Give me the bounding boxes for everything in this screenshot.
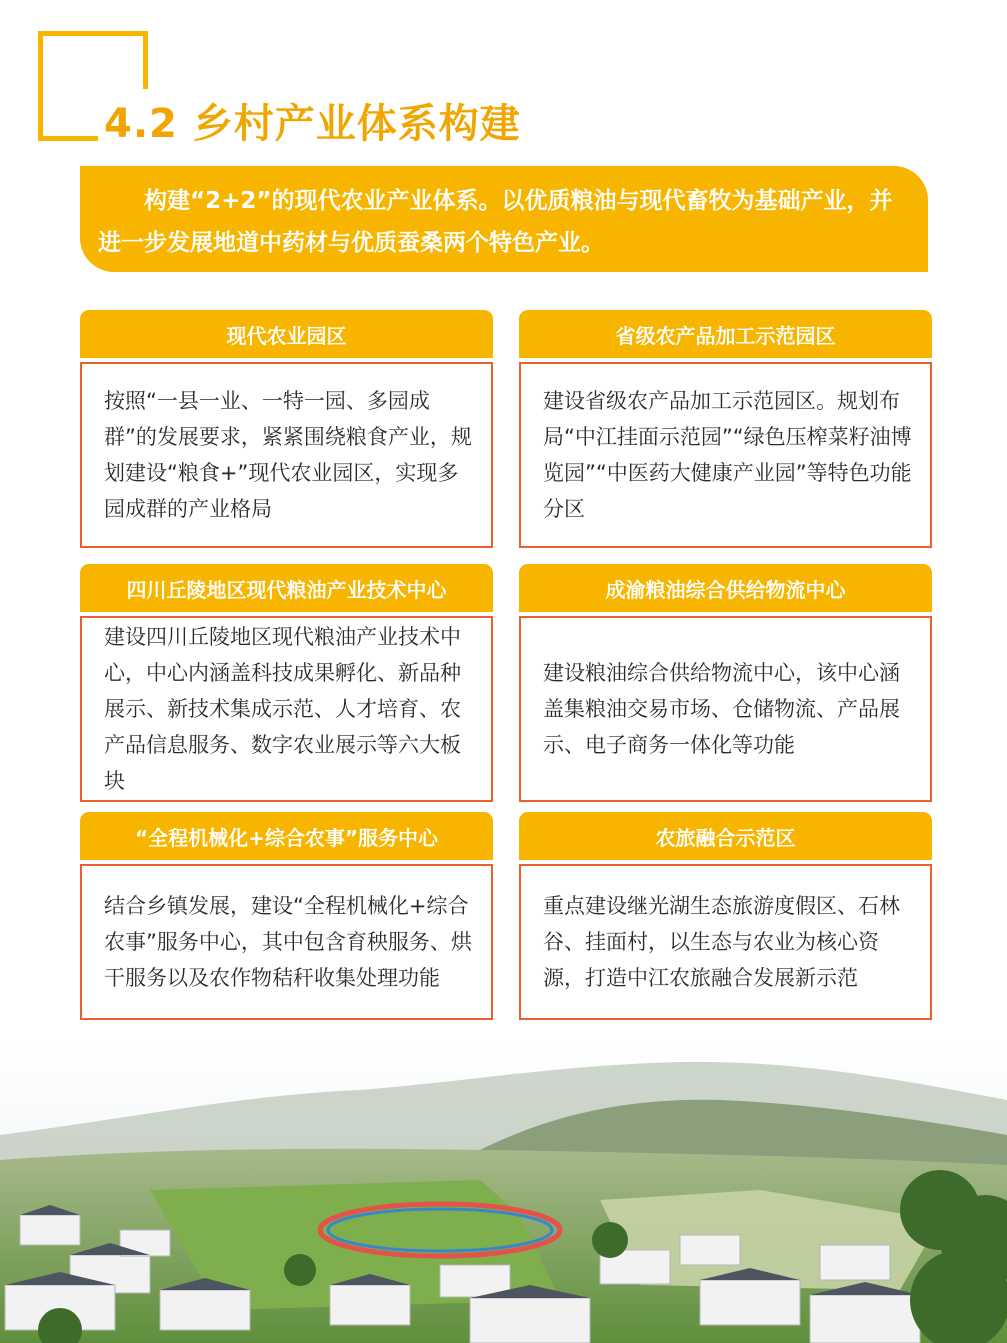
village-landscape-photo — [0, 1040, 1007, 1343]
card-text: 建设粮油综合供给物流中心，该中心涵盖集粮油交易市场、仓储物流、产品展示、电子商务一体化等功能 — [543, 661, 900, 757]
card-title: “全程机械化+综合农事”服务中心 — [80, 812, 493, 860]
card-title: 农旅融合示范区 — [519, 812, 932, 860]
intro-banner — [80, 166, 928, 272]
card-body — [80, 616, 493, 802]
card-title: 省级农产品加工示范园区 — [519, 310, 932, 358]
card-text: 按照“一县一业、一特一园、多园成群”的发展要求，紧紧围绕粮食产业，规划建设“粮食+”现代农业园区，实现多园成群的产业格局 — [104, 389, 472, 521]
card-service-center — [80, 812, 493, 1020]
card-processing-park — [519, 310, 932, 548]
card-body — [519, 362, 932, 548]
intro-text: 构建“2+2”的现代农业产业体系。以优质粮油与现代畜牧为基础产业，并进一步发展地道中药材与优质蚕桑两个特色产业。 — [98, 188, 893, 256]
card-body — [519, 864, 932, 1020]
card-tech-center — [80, 564, 493, 802]
card-text: 结合乡镇发展，建设“全程机械化+综合农事”服务中心，其中包含育秧服务、烘干服务以及农作物秸秆收集处理功能 — [104, 894, 472, 990]
card-text: 建设省级农产品加工示范园区。规划布局“中江挂面示范园”“绿色压榨菜籽油博览园”“中医药大健康产业园”等特色功能分区 — [543, 389, 912, 521]
card-title: 现代农业园区 — [80, 310, 493, 358]
corner-bracket-right-stub — [143, 31, 148, 89]
card-title: 成渝粮油综合供给物流中心 — [519, 564, 932, 612]
card-body — [80, 362, 493, 548]
card-body — [80, 864, 493, 1020]
card-modern-agri-park — [80, 310, 493, 548]
card-agritourism — [519, 812, 932, 1020]
card-title: 四川丘陵地区现代粮油产业技术中心 — [80, 564, 493, 612]
card-text: 重点建设继光湖生态旅游度假区、石林谷、挂面村，以生态与农业为核心资源，打造中江农旅融合发展新示范 — [543, 894, 900, 990]
card-logistics-center — [519, 564, 932, 802]
section-title: 4.2 乡村产业体系构建 — [104, 101, 521, 147]
card-body — [519, 616, 932, 802]
card-text: 建设四川丘陵地区现代粮油产业技术中心，中心内涵盖科技成果孵化、新品种展示、新技术集成示范、人才培育、农产品信息服务、数字农业展示等六大板块 — [104, 625, 461, 793]
corner-bracket-bottom-stub — [38, 136, 98, 141]
